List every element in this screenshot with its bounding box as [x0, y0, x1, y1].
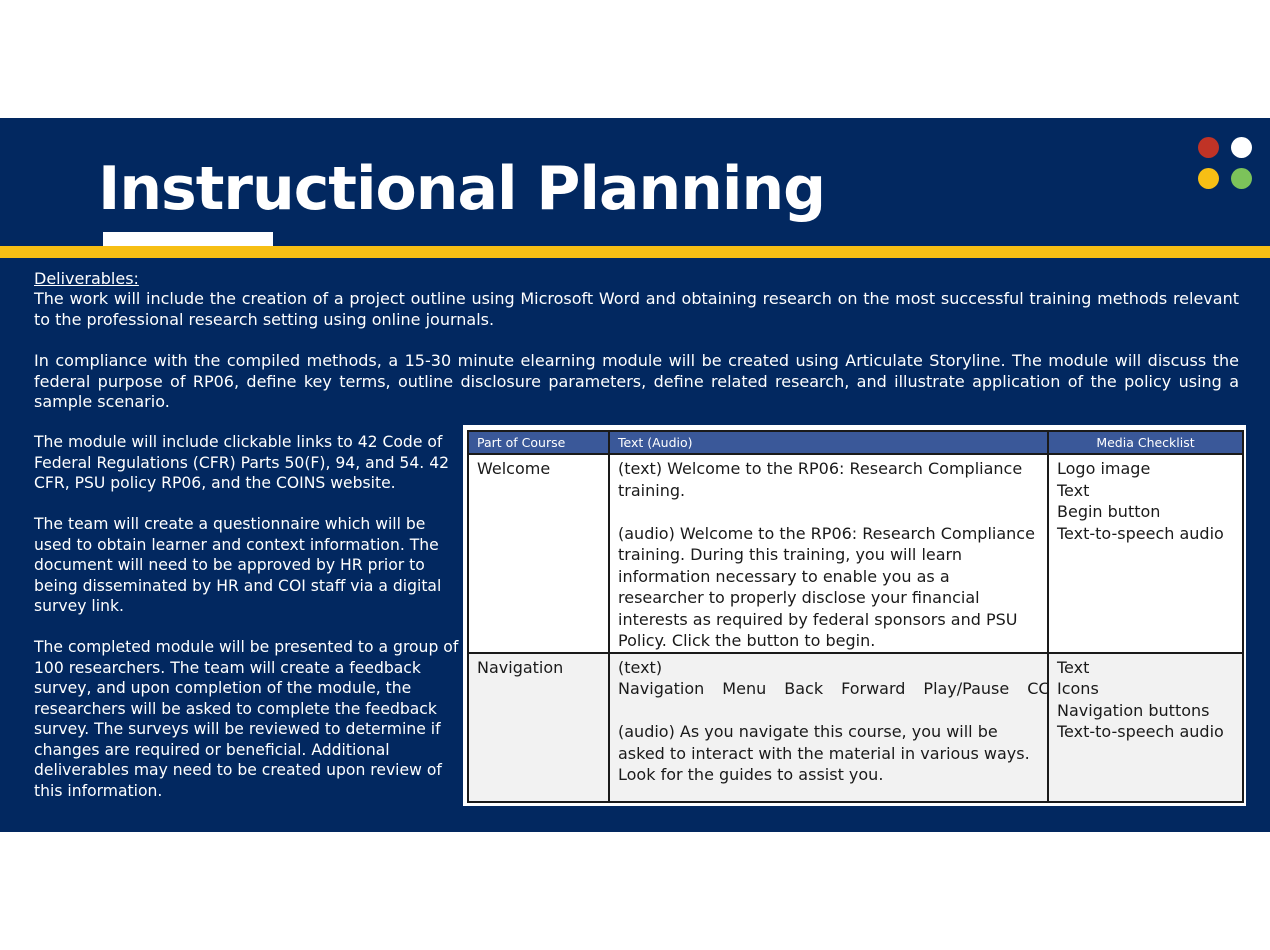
media-item: Text — [1057, 480, 1090, 500]
nav-text-item: Play/Pause — [923, 679, 1010, 698]
media-item: Text-to-speech audio — [1057, 722, 1224, 741]
course-plan-table — [467, 430, 1244, 803]
page-title: Instructional Planning — [98, 154, 826, 224]
navigation-text-line — [618, 657, 1050, 700]
cell-text-audio-navigation — [609, 653, 1048, 803]
welcome-text-line: (text) Welcome to the RP06: Research Compliance training. — [618, 459, 1023, 500]
column-header-media: Media Checklist — [1048, 431, 1243, 454]
media-item: Logo image — [1057, 459, 1151, 478]
deliverables-paragraph-3: The module will include clickable links to 42 Code of Federal Regulations (CFR) Parts 50(F), 94, and 54. 42 CFR, PSU policy RP06, and the COINS website. — [34, 433, 450, 492]
cell-text-audio-welcome — [609, 454, 1048, 653]
white-dot-icon — [1231, 137, 1252, 158]
course-table-frame — [463, 425, 1246, 806]
media-item: Text-to-speech audio — [1057, 523, 1224, 543]
nav-text-item: CC — [1027, 679, 1050, 698]
welcome-audio-line: (audio) Welcome to the RP06: Research Compliance training. During this training, you will learn information necessary to enable you as a researcher to properly disclose your financial interests as required by federal sponsors and PSU Policy. Click the button to begin. — [618, 523, 1035, 650]
spacer — [618, 501, 1039, 523]
column-header-text-audio: Text (Audio) — [609, 431, 1048, 454]
media-item: Icons — [1057, 679, 1099, 698]
deliverables-paragraph-1: The work will include the creation of a project outline using Microsoft Word and obtaining research on the most successful training methods relevant to the professional research setting using online journals. — [34, 289, 1239, 329]
deliverables-heading: Deliverables: — [34, 269, 139, 288]
slide — [0, 118, 1270, 832]
navigation-audio-line: (audio) As you navigate this course, you will be asked to interact with the material in various ways. Look for the guides to assist you. — [618, 722, 1030, 784]
cell-part-welcome: Welcome — [468, 454, 609, 653]
media-item: Begin button — [1057, 502, 1161, 521]
table-header-row — [468, 431, 1243, 454]
column-header-part: Part of Course — [468, 431, 609, 454]
red-dot-icon — [1198, 137, 1219, 158]
deliverables-paragraph-2: In compliance with the compiled methods, a 15-30 minute elearning module will be created using Articulate Storyline. The module will discuss the federal purpose of RP06, define key terms, outline disclosure parameters, define related research, and illustrate application of the policy using a sample scenario. — [34, 351, 1239, 411]
spacer — [618, 700, 1039, 722]
nav-text-item: Menu — [722, 679, 767, 698]
media-item: Text — [1057, 657, 1090, 677]
yellow-dot-icon — [1198, 168, 1219, 189]
cell-media-welcome — [1048, 454, 1243, 653]
media-item: Navigation buttons — [1057, 700, 1210, 720]
deliverables-paragraph-5: The completed module will be presented to a group of 100 researchers. The team will create a feedback survey, and upon completion of the module, the researchers will be asked to complete the feedback survey. The surveys will be reviewed to determine if changes are required or beneficial. Additional deliverables may need to be created upon review of this information. — [34, 638, 459, 800]
green-dot-icon — [1231, 168, 1252, 189]
nav-text-item: Forward — [841, 679, 906, 698]
cell-part-navigation: Navigation — [468, 653, 609, 803]
nav-text-item: (text) Navigation — [618, 657, 705, 698]
table-row — [468, 454, 1243, 653]
title-underline — [103, 232, 273, 246]
gold-accent-band — [0, 246, 1270, 258]
nav-text-item: Back — [784, 679, 824, 698]
table-row — [468, 653, 1243, 803]
cell-media-navigation — [1048, 653, 1243, 803]
deliverables-paragraph-4: The team will create a questionnaire which will be used to obtain learner and context information. The document will need to be approved by HR prior to being disseminated by HR and COI staff via a digital survey link. — [34, 515, 442, 615]
